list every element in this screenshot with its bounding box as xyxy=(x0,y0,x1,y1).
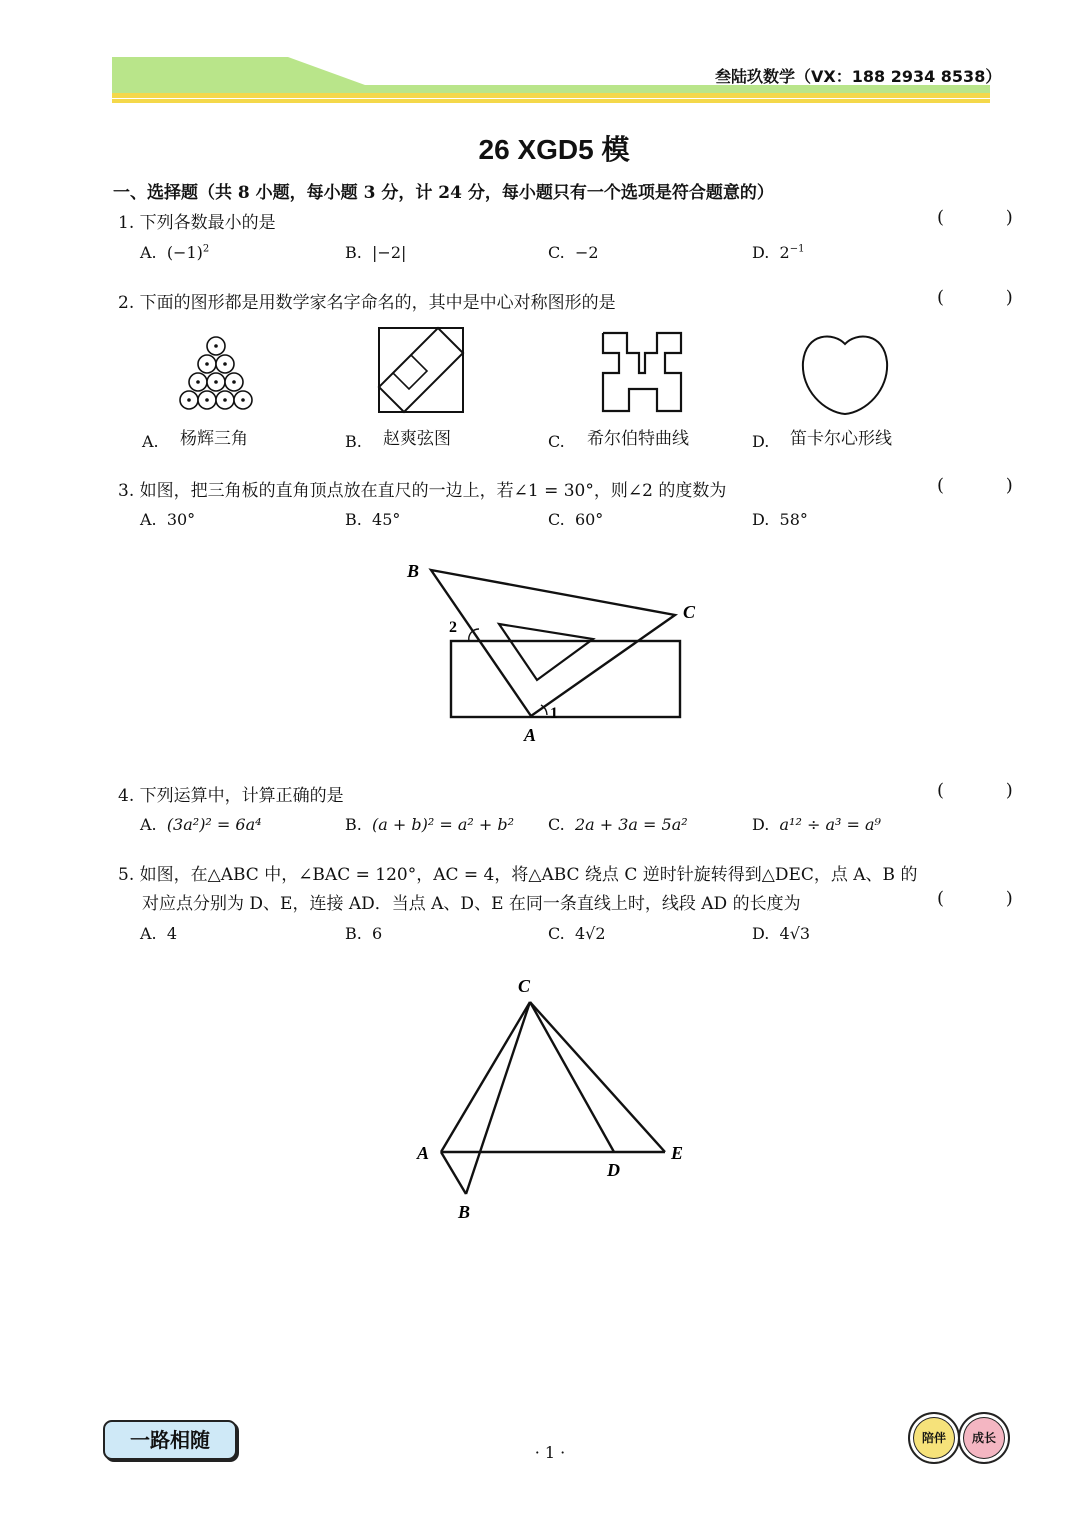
q4-option-b: B. (a + b)² = a² + b² xyxy=(345,815,515,834)
q3-option-d: D. 58° xyxy=(752,510,808,529)
q1-option-c: C. −2 xyxy=(548,243,599,262)
q4-answer-paren: ( ) xyxy=(937,780,1041,801)
q5-stem-line1: 5. 如图，在△ABC 中，∠BAC = 120°，AC = 4，将△ABC 绕点 C 逆时针旋转得到△DEC，点 A、B 的 xyxy=(118,865,918,885)
q1-option-d: D. $2^{-1}$ xyxy=(752,243,805,262)
q1-stem: 1. 下列各数最小的是 xyxy=(118,213,276,233)
yanghui-triangle-figure xyxy=(170,330,265,420)
page-number: · 1 · xyxy=(534,1443,566,1462)
header-brand: 叁陆玖数学（VX：188 2934 8538） xyxy=(715,67,1002,86)
q3-label-angle1: 1 xyxy=(550,705,558,722)
q2-option-b-caption: 赵爽弦图 xyxy=(383,429,451,449)
q4-option-c: C. 2a + 3a = 5a² xyxy=(548,815,688,834)
q5-option-d: D. 4√3 xyxy=(752,924,811,943)
q4-option-a: A. (3a²)² = 6a⁴ xyxy=(140,815,262,834)
q3-label-angle2: 2 xyxy=(449,619,457,636)
q2-stem: 2. 下面的图形都是用数学家名字命名的，其中是中心对称图形的是 xyxy=(118,293,616,313)
q5-answer-paren: ( ) xyxy=(937,888,1041,909)
q3-answer-paren: ( ) xyxy=(937,475,1041,496)
cardioid-figure xyxy=(798,330,893,418)
q5-label-a: A xyxy=(417,1143,430,1163)
section-heading: 一、选择题（共 8 小题，每小题 3 分，计 24 分，每小题只有一个选项是符合题意的） xyxy=(113,183,774,203)
q5-label-e: E xyxy=(671,1143,684,1163)
q1-option-b: B. |−2| xyxy=(345,243,407,262)
q2-option-d-letter: D. xyxy=(752,432,770,451)
q5-rotation-figure xyxy=(405,965,705,1230)
q3-label-a: A xyxy=(524,725,537,745)
q5-option-c: C. 4√2 xyxy=(548,924,606,943)
footer-badge: 一路相随 xyxy=(103,1420,237,1460)
q1-answer-paren: ( ) xyxy=(937,207,1041,228)
q2-option-b-letter: B. xyxy=(345,432,362,451)
q1-option-a: A. $(-1)^2$ xyxy=(140,243,210,262)
q4-stem: 4. 下列运算中，计算正确的是 xyxy=(118,786,344,806)
q3-option-c: C. 60° xyxy=(548,510,604,529)
q3-stem: 3. 如图，把三角板的直角顶点放在直尺的一边上，若∠1 = 30°，则∠2 的度数为 xyxy=(118,481,727,501)
q5-option-a: A. 4 xyxy=(140,924,177,943)
q4-option-d: D. a¹² ÷ a³ = a⁹ xyxy=(752,815,881,834)
footer-circle-companion: 陪伴 xyxy=(908,1412,960,1464)
q5-label-c: C xyxy=(518,976,531,996)
q3-label-c: C xyxy=(683,602,696,622)
page-title: 26 XGD5 模 xyxy=(478,134,630,165)
q3-label-b: B xyxy=(407,561,420,581)
q5-option-b: B. 6 xyxy=(345,924,383,943)
q2-option-c-caption: 希尔伯特曲线 xyxy=(587,429,689,449)
hilbert-curve-figure xyxy=(595,325,690,417)
q5-label-d: D xyxy=(607,1160,620,1180)
zhaoshuang-figure xyxy=(375,325,467,415)
q2-option-a-caption: 杨辉三角 xyxy=(180,429,248,449)
q3-option-b: B. 45° xyxy=(345,510,401,529)
q2-option-a-letter: A. xyxy=(142,432,159,451)
q2-option-c-letter: C. xyxy=(548,432,565,451)
q3-option-a: A. 30° xyxy=(140,510,196,529)
q2-option-d-caption: 笛卡尔心形线 xyxy=(790,429,892,449)
q5-stem-line2: 对应点分别为 D、E，连接 AD．当点 A、D、E 在同一条直线上时，线段 AD 的长度为 xyxy=(142,894,801,914)
q2-answer-paren: ( ) xyxy=(937,287,1041,308)
q5-label-b: B xyxy=(458,1202,471,1222)
q3-ruler-triangle-figure xyxy=(395,555,715,750)
footer-circle-growth: 成长 xyxy=(958,1412,1010,1464)
